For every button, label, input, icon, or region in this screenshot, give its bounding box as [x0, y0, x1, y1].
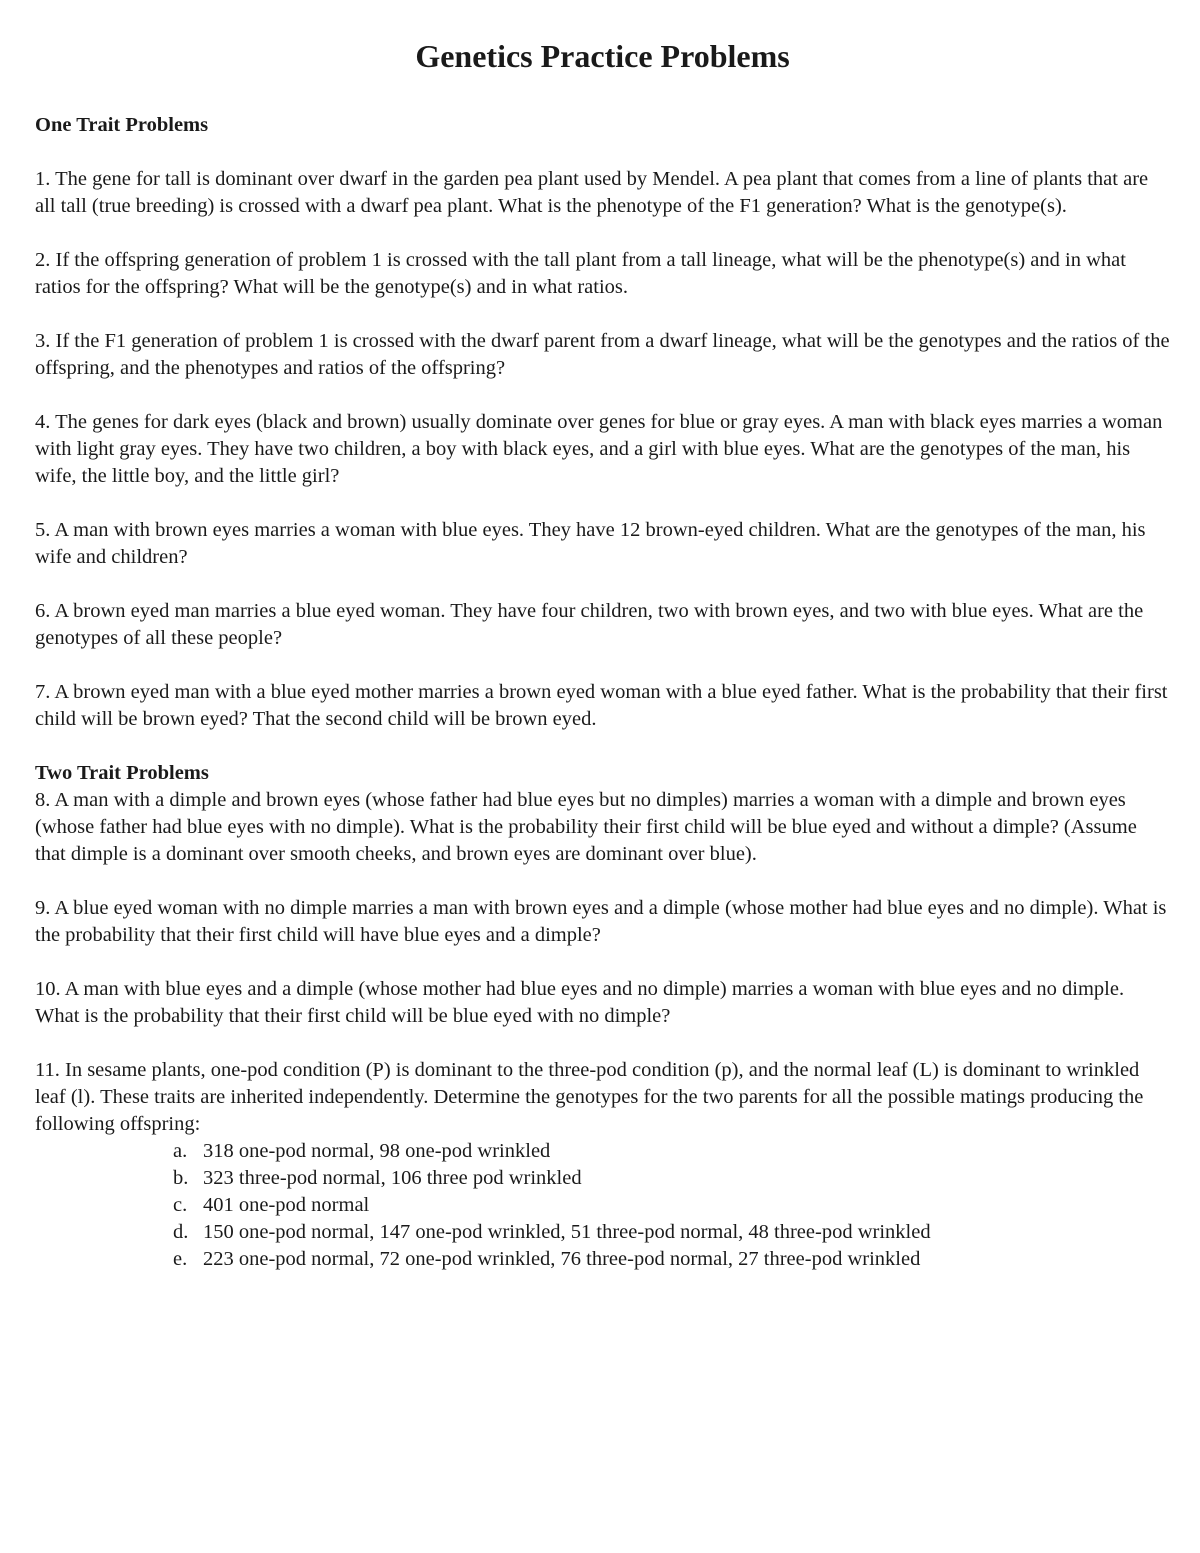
one-trait-problems	[35, 166, 1170, 733]
problem-7: 7. A brown eyed man with a blue eyed mother marries a brown eyed woman with a blue eyed father. What is the probability that their first child will be brown eyed? That the second child will be brown eyed.	[35, 681, 1168, 730]
list-item-letter: d.	[173, 1221, 189, 1243]
list-item	[173, 1219, 1170, 1246]
problem-5: 5. A man with brown eyes marries a woman with blue eyes. They have 12 brown-eyed children. What are the genotypes of the man, his wife and children?	[35, 519, 1146, 568]
list-item	[173, 1138, 1170, 1165]
list-item	[173, 1192, 1170, 1219]
problem-8: 8. A man with a dimple and brown eyes (whose father had blue eyes but no dimples) marries a woman with a dimple and brown eyes (whose father had blue eyes with no dimple). What is the probability their first child will be blue eyed and without a dimple? (Assume that dimple is a dominant over smooth cheeks, and brown eyes are dominant over blue).	[35, 789, 1137, 865]
two-trait-problems	[35, 787, 1170, 1273]
document-page	[35, 30, 1170, 1273]
problem-6: 6. A brown eyed man marries a blue eyed woman. They have four children, two with brown eyes, and two with blue eyes. What are the genotypes of all these people?	[35, 600, 1144, 649]
offspring-sublist	[35, 1138, 1170, 1273]
list-item-text: 150 one-pod normal, 147 one-pod wrinkled, 51 three-pod normal, 48 three-pod wrinkled	[203, 1221, 931, 1243]
list-item-letter: a.	[173, 1140, 188, 1162]
list-item	[173, 1165, 1170, 1192]
list-item-letter: e.	[173, 1248, 188, 1270]
problem-11: 11. In sesame plants, one-pod condition (P) is dominant to the three-pod condition (p), and the normal leaf (L) is dominant to wrinkled leaf (l). These traits are inherited independently. Determine the genotypes for the two parents for all the possible matings producing the following offspring:	[35, 1059, 1144, 1135]
list-item-text: 318 one-pod normal, 98 one-pod wrinkled	[203, 1140, 551, 1162]
list-item-text: 323 three-pod normal, 106 three pod wrinkled	[203, 1167, 582, 1189]
section-heading-one-trait: One Trait Problems	[35, 114, 209, 136]
list-item-text: 223 one-pod normal, 72 one-pod wrinkled, 76 three-pod normal, 27 three-pod wrinkled	[203, 1248, 921, 1270]
list-item-letter: c.	[173, 1194, 188, 1216]
section-heading-two-trait: Two Trait Problems	[35, 762, 209, 784]
problem-10: 10. A man with blue eyes and a dimple (whose mother had blue eyes and no dimple) marries a woman with blue eyes and no dimple. What is the probability that their first child will be blue eyed with no dimple?	[35, 978, 1125, 1027]
list-item-letter: b.	[173, 1167, 189, 1189]
problem-9: 9. A blue eyed woman with no dimple marries a man with brown eyes and a dimple (whose mother had blue eyes and no dimple). What is the probability that their first child will have blue eyes and a dimple?	[35, 897, 1167, 946]
problem-4: 4. The genes for dark eyes (black and brown) usually dominate over genes for blue or gray eyes. A man with black eyes marries a woman with light gray eyes. They have two children, a boy with black eyes, and a girl with blue eyes. What are the genotypes of the man, his wife, the little boy, and the little girl?	[35, 411, 1163, 487]
list-item	[173, 1246, 1170, 1273]
page-title: Genetics Practice Problems	[415, 38, 790, 74]
problem-2: 2. If the offspring generation of problem 1 is crossed with the tall plant from a tall lineage, what will be the phenotype(s) and in what ratios for the offspring? What will be the genotype(s) and in what ratios.	[35, 249, 1126, 298]
problem-1: 1. The gene for tall is dominant over dwarf in the garden pea plant used by Mendel. A pea plant that comes from a line of plants that are all tall (true breeding) is crossed with a dwarf pea plant. What is the phenotype of the F1 generation? What is the genotype(s).	[35, 168, 1149, 217]
problem-3: 3. If the F1 generation of problem 1 is crossed with the dwarf parent from a dwarf lineage, what will be the genotypes and the ratios of the offspring, and the phenotypes and ratios of the offspring?	[35, 330, 1170, 379]
list-item-text: 401 one-pod normal	[203, 1194, 370, 1216]
